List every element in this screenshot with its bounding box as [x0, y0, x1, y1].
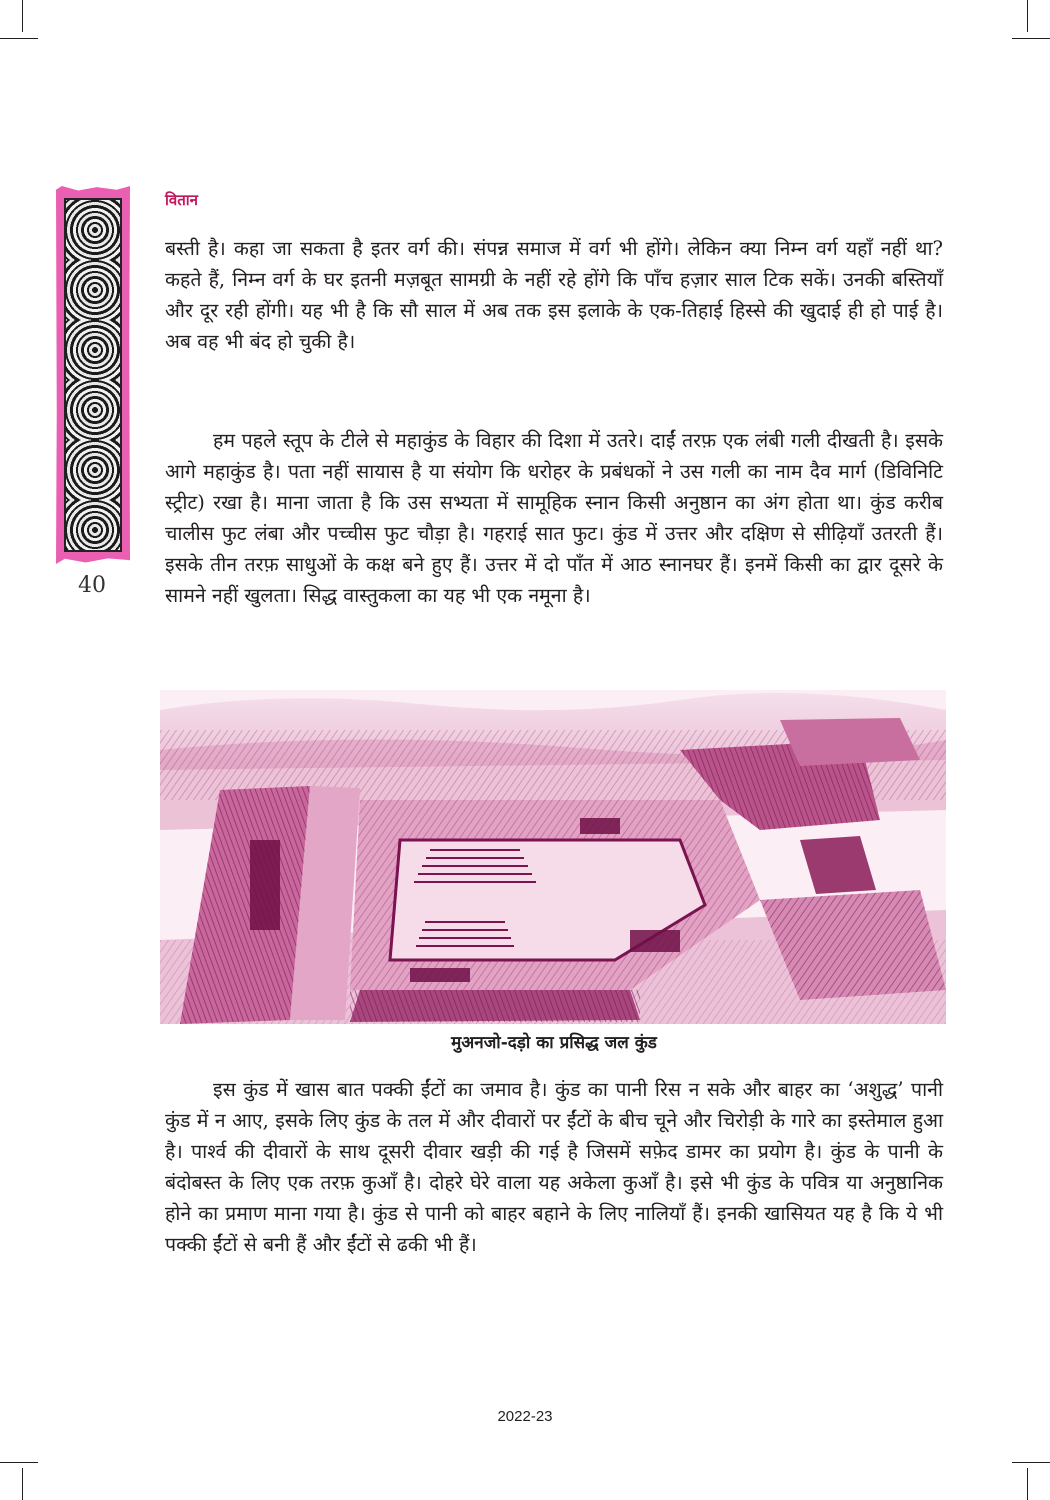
paragraph: हम पहले स्तूप के टीले से महाकुंड के विहार की दिशा में उतरे। दाईं तरफ़ एक लंबी गली दीखती है। इसके आगे महाकुंड है। पता नहीं सायास है या संयोग कि धरोहर के प्रबंधकों ने उस गली का नाम दैव मार्ग (डिविनिटि स्ट्रीट) रखा है। माना जाता है कि उस सभ्यता में सामूहिक स्नान किसी अनुष्ठान का अंग होता था। कुंड करीब चालीस फुट लंबा और पच्चीस फुट चौड़ा है। गहराई सात फुट। कुंड में उत्तर और दक्षिण से सीढ़ियाँ उतरती हैं। इसके तीन तरफ़ साधुओं के कक्ष बने हुए हैं। उत्तर में दो पाँत में आठ स्नानघर हैं। इनमें किसी का द्वार दूसरे के सामने नहीं खुलता। सिद्ध वास्तुकला का यह भी एक नमूना है।	[165, 429, 943, 607]
great-bath-sketch	[160, 690, 946, 1024]
illustration-great-bath	[160, 690, 946, 1024]
paragraph: बस्ती है। कहा जा सकता है इतर वर्ग की। संपन्न समाज में वर्ग भी होंगे। लेकिन क्या निम्न वर्ग यहाँ नहीं था? कहते हैं, निम्न वर्ग के घर इतनी मज़बूत सामग्री के नहीं रहे होंगे कि पाँच हज़ार साल टिक सकें। उनकी बस्तियाँ और दूर रही होंगी। यह भी है कि सौ साल में अब तक इस इलाके के एक-तिहाई हिस्से की खुदाई ही हो पाई है। अब वह भी बंद हो चुकी है।	[165, 237, 943, 353]
running-header: वितान	[165, 191, 198, 209]
footer-year: 2022-23	[497, 1408, 553, 1425]
ornament-pattern	[64, 198, 122, 552]
crop-mark	[22, 0, 23, 32]
decorative-border-ornament	[56, 186, 130, 564]
crop-mark	[1027, 1468, 1028, 1500]
crop-mark	[1012, 38, 1050, 39]
figure-caption: मुअनजो-दड़ो का प्रसिद्ध जल कुंड	[451, 1033, 657, 1053]
crop-mark	[0, 38, 38, 39]
page-number: 40	[78, 573, 106, 598]
paragraph: इस कुंड में खास बात पक्की ईंटों का जमाव है। कुंड का पानी रिस न सके और बाहर का ‘अशुद्ध’ पानी कुंड में न आए, इसके लिए कुंड के तल में और दीवारों पर ईंटों के बीच चूने और चिरोड़ी के गारे का इस्तेमाल हुआ है। पार्श्व की दीवारों के साथ दूसरी दीवार खड़ी की गई है जिसमें सफ़ेद डामर का प्रयोग है। कुंड के पानी के बंदोबस्त के लिए एक तरफ़ कुआँ है। दोहरे घेरे वाला यह अकेला कुआँ है। इसे भी कुंड के पवित्र या अनुष्ठानिक होने का प्रमाण माना गया है। कुंड से पानी को बाहर बहाने के लिए नालियाँ हैं। इनकी खासियत यह है कि ये भी पक्की ईंटों से बनी हैं और ईंटों से ढकी भी हैं।	[165, 1078, 943, 1256]
crop-mark	[1027, 0, 1028, 32]
crop-mark	[22, 1468, 23, 1500]
crop-mark	[1012, 1462, 1050, 1463]
crop-mark	[0, 1462, 38, 1463]
